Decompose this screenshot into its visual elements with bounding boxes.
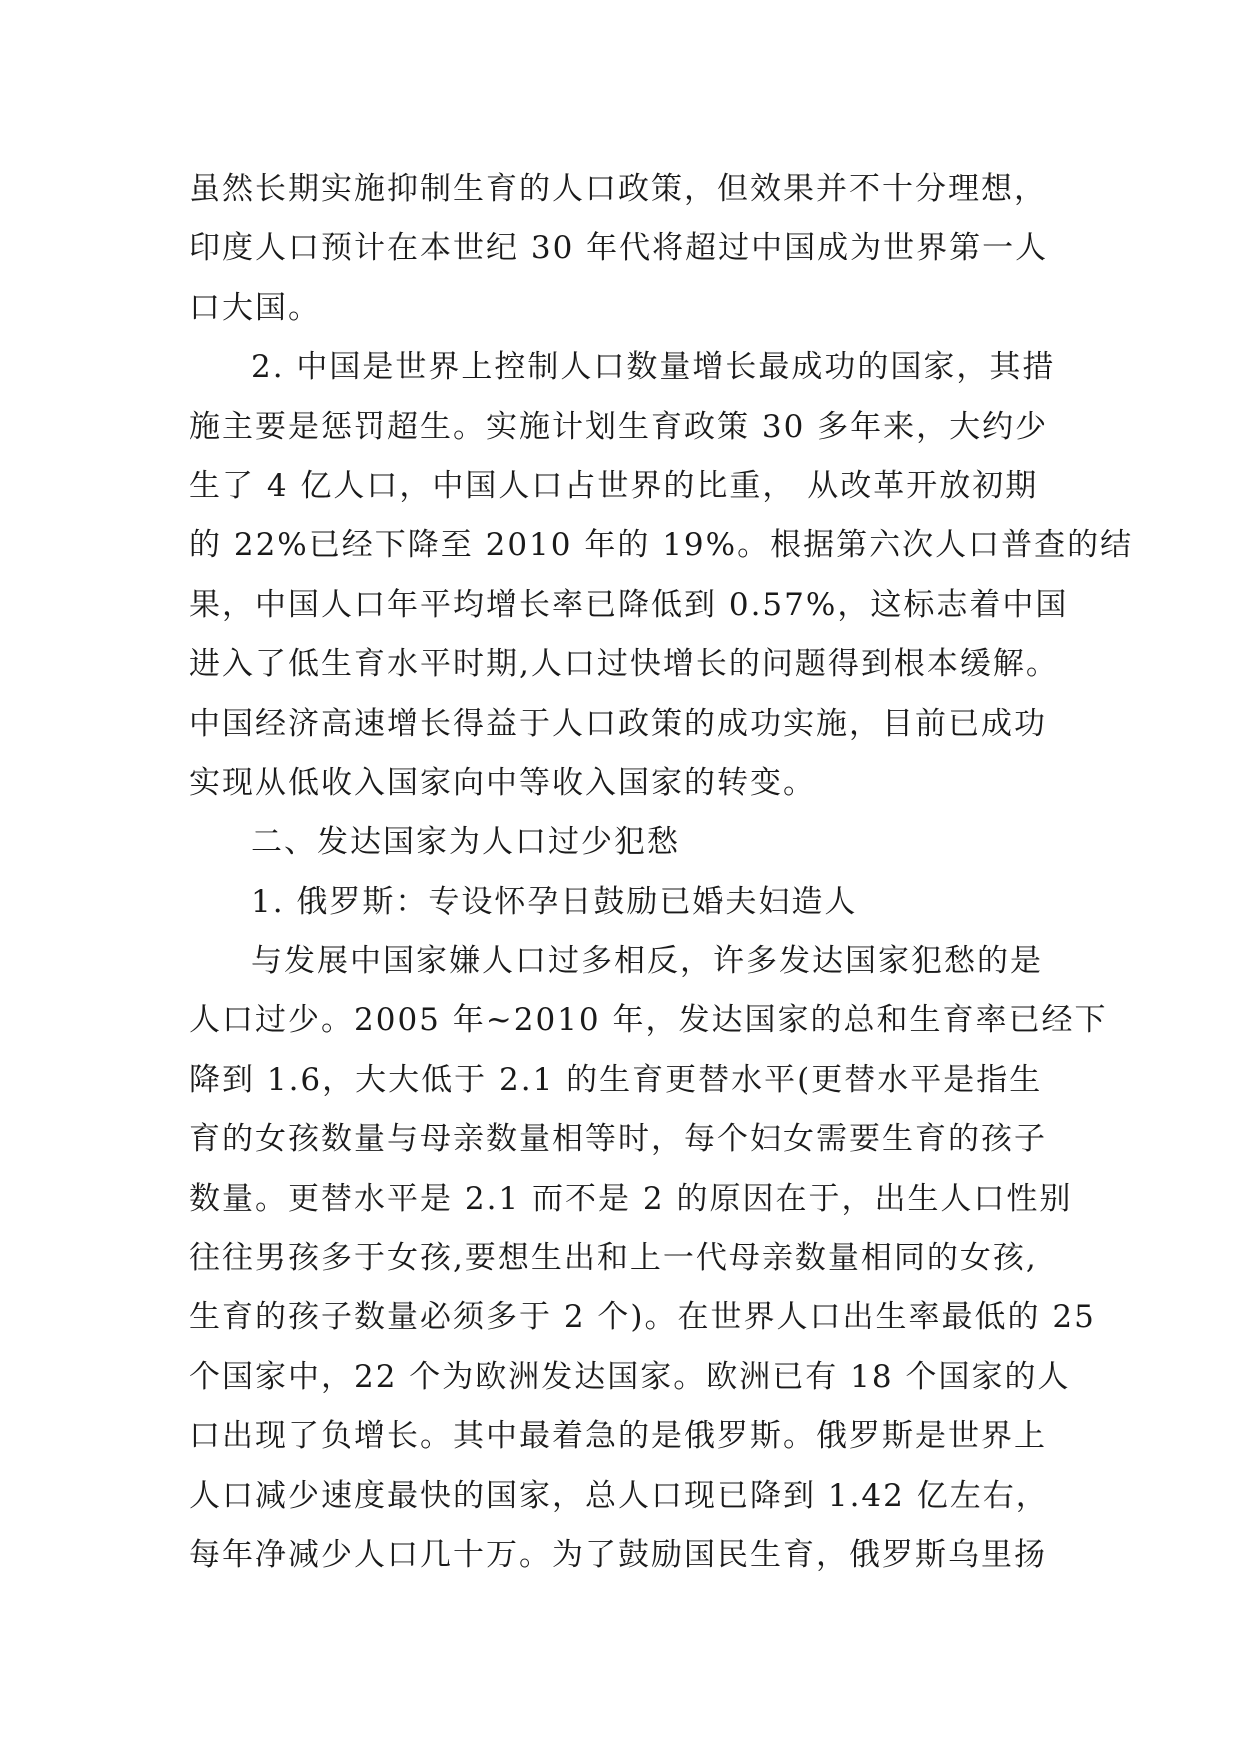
- text-line: 降到 1.6，大大低于 2.1 的生育更替水平(更替水平是指生: [189, 1061, 1043, 1098]
- text-line: 人口减少速度最快的国家，总人口现已降到 1.42 亿左右，: [189, 1477, 1049, 1514]
- text-line: 施主要是惩罚超生。实施计划生育政策 30 多年来，大约少: [189, 408, 1049, 445]
- text-line: 往往男孩多于女孩,要想生出和上一代母亲数量相同的女孩,: [189, 1240, 1038, 1277]
- text-line: 1. 俄罗斯：专设怀孕日鼓励已婚夫妇造人: [251, 883, 858, 920]
- text-line: 2. 中国是世界上控制人口数量增长最成功的国家，其措: [251, 349, 1056, 386]
- body-text: [189, 160, 1134, 1585]
- text-line: 二、发达国家为人口过少犯愁: [251, 824, 680, 861]
- text-line: 每年净减少人口几十万。为了鼓励国民生育，俄罗斯乌里扬: [189, 1536, 1047, 1573]
- text-line: 个国家中，22 个为欧洲发达国家。欧洲已有 18 个国家的人: [189, 1358, 1071, 1395]
- text-line: 生了 4 亿人口，中国人口占世界的比重， 从改革开放初期: [189, 467, 1039, 504]
- text-line: 进入了低生育水平时期,人口过快增长的问题得到根本缓解。: [189, 646, 1059, 683]
- text-line: 中国经济高速增长得益于人口政策的成功实施，目前已成功: [189, 705, 1047, 742]
- text-line: 口大国。: [189, 289, 321, 326]
- text-line: 与发展中国家嫌人口过多相反，许多发达国家犯愁的是: [251, 943, 1043, 980]
- text-line: 育的女孩数量与母亲数量相等时，每个妇女需要生育的孩子: [189, 1121, 1047, 1158]
- text-line: 实现从低收入国家向中等收入国家的转变。: [189, 764, 816, 801]
- text-line: 生育的孩子数量必须多于 2 个)。在世界人口出生率最低的 25: [189, 1299, 1096, 1336]
- text-line: 的 22%已经下降至 2010 年的 19%。根据第六次人口普查的结: [189, 527, 1134, 564]
- text-line: 人口过少。2005 年~2010 年，发达国家的总和生育率已经下: [189, 1002, 1108, 1039]
- text-line: 虽然长期实施抑制生育的人口政策，但效果并不十分理想，: [189, 171, 1047, 207]
- text-line: 印度人口预计在本世纪 30 年代将超过中国成为世界第一人: [189, 230, 1049, 267]
- text-line: 口出现了负增长。其中最着急的是俄罗斯。俄罗斯是世界上: [189, 1418, 1047, 1455]
- text-line: 果，中国人口年平均增长率已降低到 0.57%，这标志着中国: [189, 586, 1069, 623]
- text-line: 数量。更替水平是 2.1 而不是 2 的原因在于，出生人口性别: [189, 1180, 1073, 1217]
